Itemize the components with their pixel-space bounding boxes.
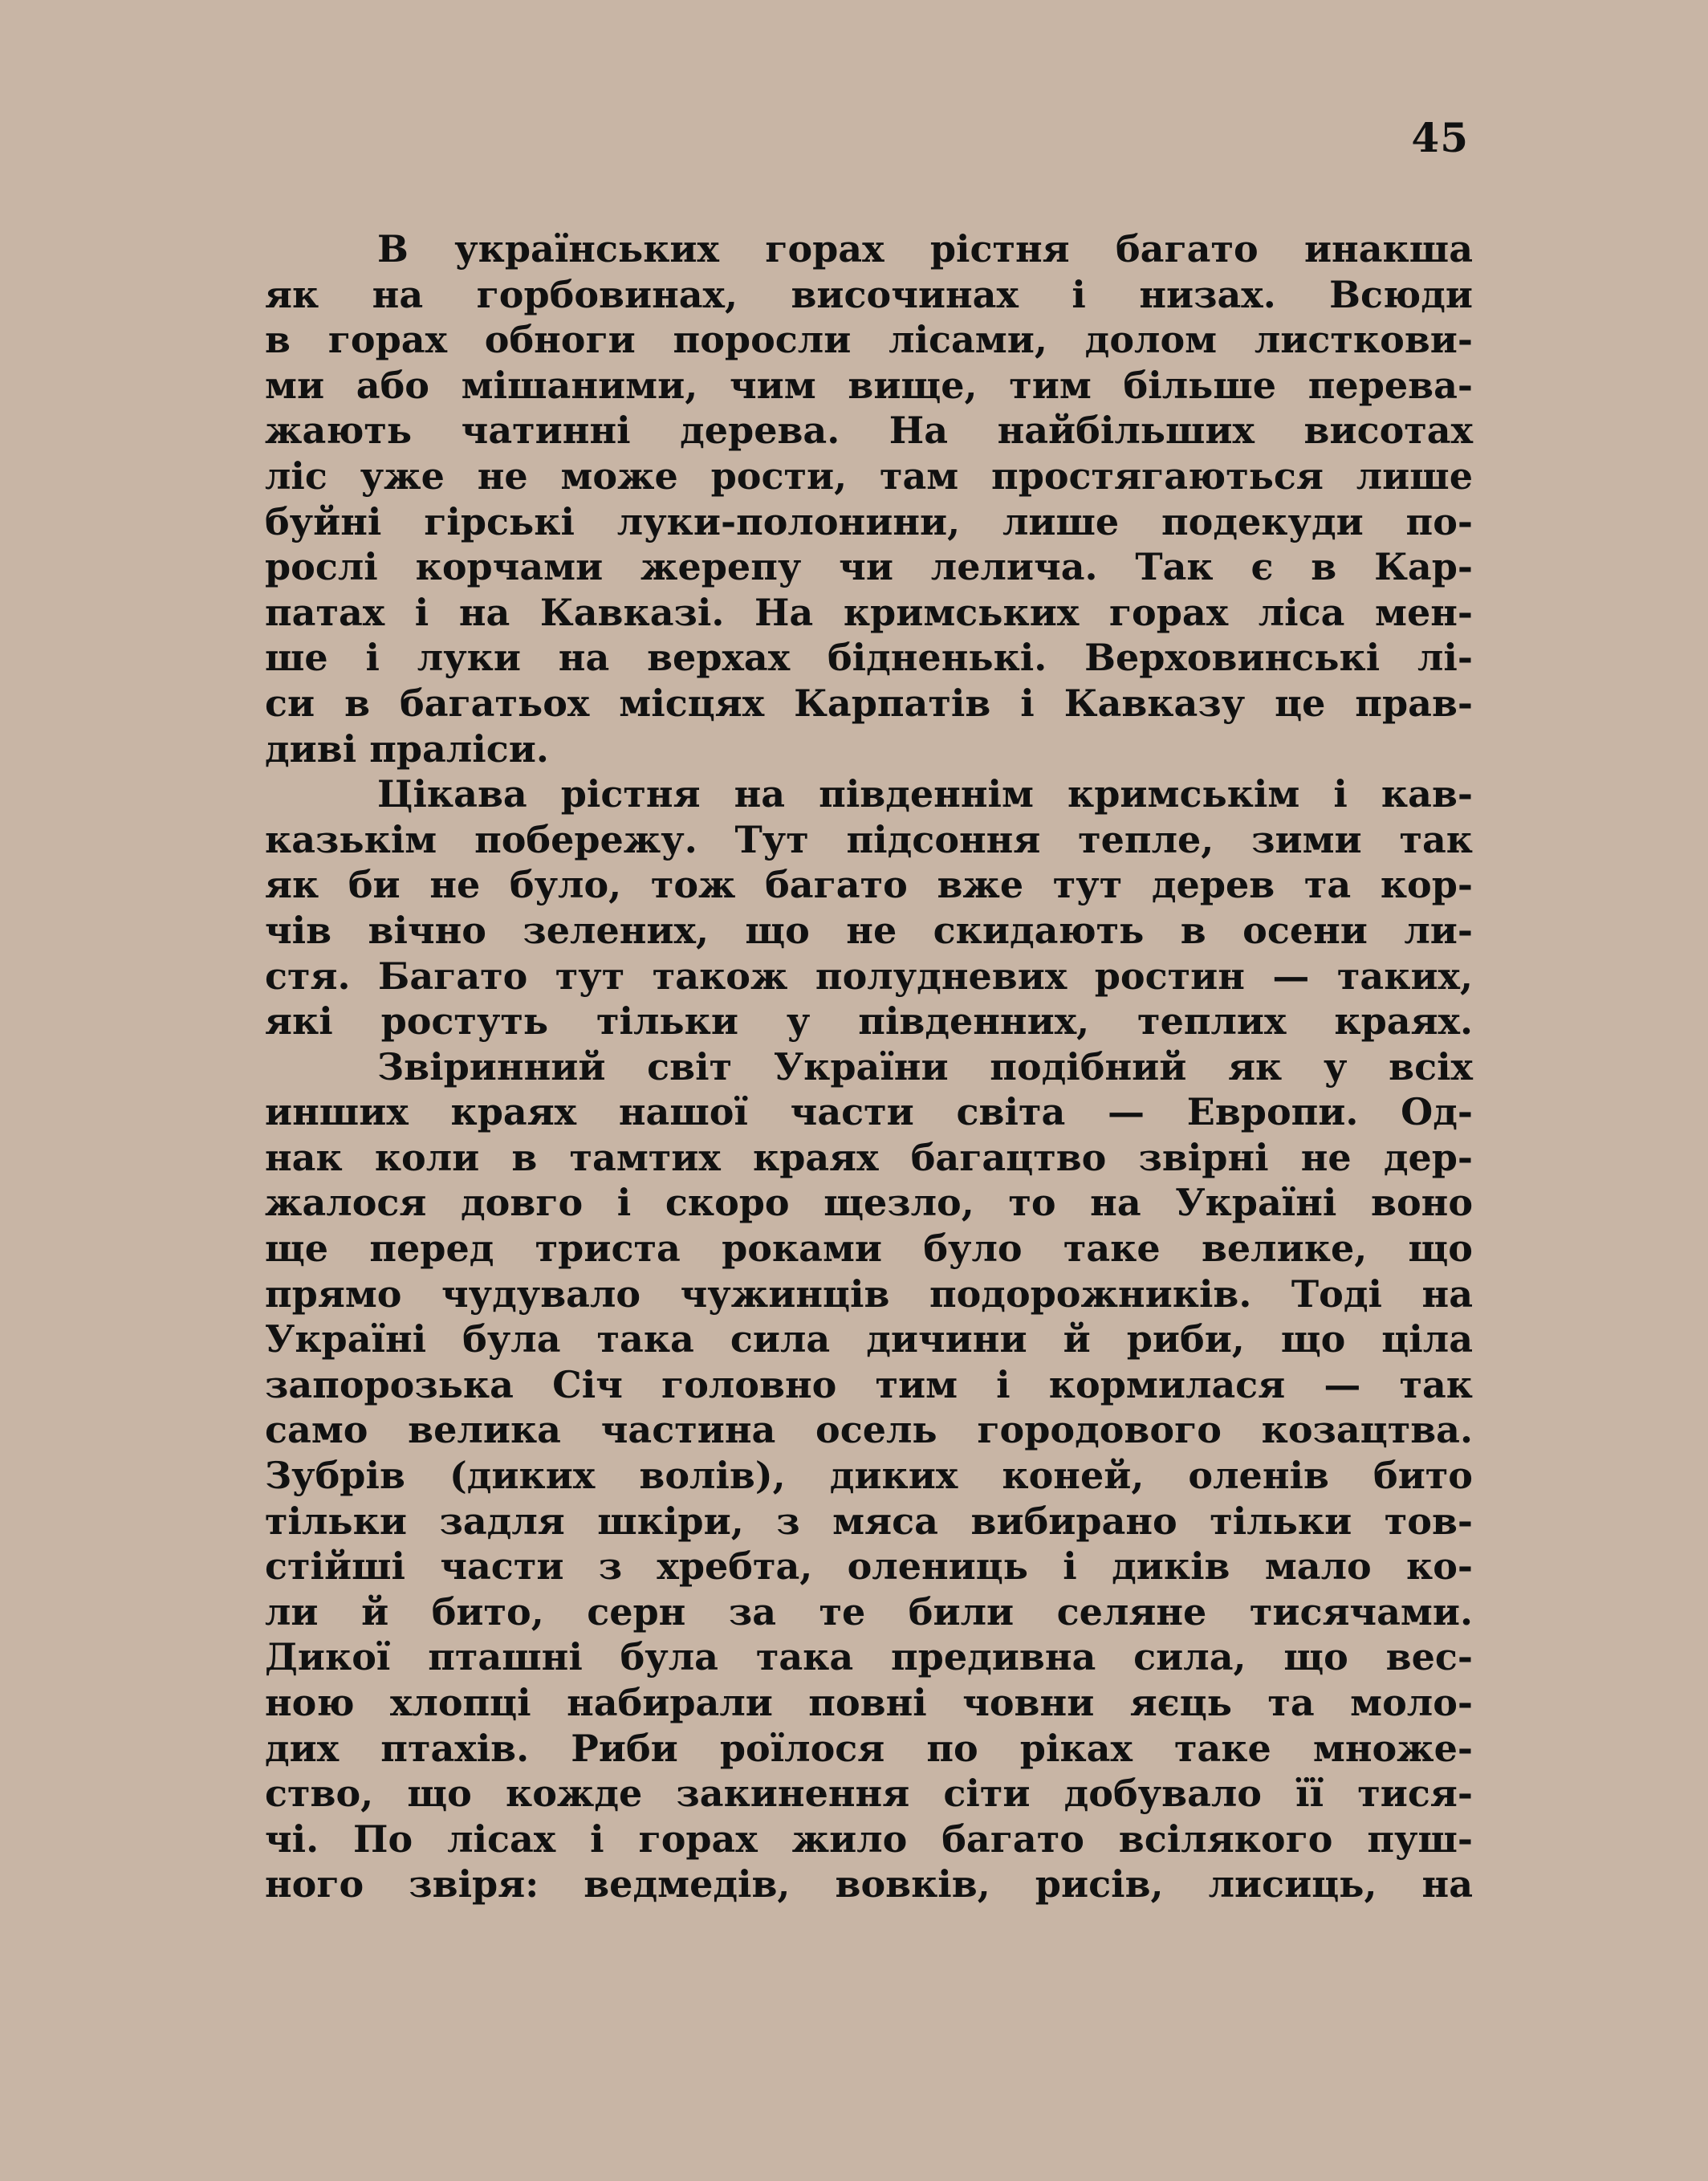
- text-line: ми або мішаними, чим вище, тим більше перева-: [265, 363, 1473, 407]
- text-line: Зубрів (диких волів), диких коней, оленів бито: [265, 1454, 1473, 1498]
- text-line: си в багатьох місцях Карпатів і Кавказу це прав-: [265, 681, 1473, 725]
- text-line: в горах обноги поросли лісами, долом листкови-: [265, 318, 1473, 362]
- paragraph-mountain-vegetation: [265, 226, 1473, 771]
- text-line: буйні гірські луки-полонини, лише подекуди по-: [265, 499, 1473, 543]
- body-text: [265, 226, 1473, 1907]
- text-line: диві праліси.: [265, 726, 549, 771]
- text-line: стійші части з хребта, олениць і диків мало ко-: [265, 1544, 1473, 1589]
- paragraph-animal-world: [265, 1044, 1473, 1907]
- text-line: ше і луки на верхах бідненькі. Верховинські лі-: [265, 636, 1473, 680]
- text-line: стя. Багато тут також полудневих ростин — таких,: [265, 954, 1473, 998]
- text-line: ство, що кожде закинення сіти добувало її тися-: [265, 1772, 1473, 1816]
- text-line: Дикої пташні була така предивна сила, що вес-: [265, 1635, 1473, 1679]
- text-line: ли й бито, серн за те били селяне тисячами.: [265, 1589, 1473, 1634]
- text-line: ного звіря: ведмедів, вовків, рисів, лисиць, на: [265, 1862, 1473, 1906]
- page-number: 45: [1411, 114, 1469, 161]
- text-line: запорозька Січ головно тим і кормилася — так: [265, 1362, 1473, 1406]
- text-line: як на горбовинах, височинах і низах. Всюди: [265, 272, 1473, 316]
- text-line: жалося довго і скоро щезло, то на Україні воно: [265, 1181, 1473, 1225]
- text-line: Звіринний світ України подібний як у всіх: [377, 1044, 1473, 1088]
- text-line: прямо чудувало чужинців подорожників. Тоді на: [265, 1272, 1473, 1316]
- text-line: Цікава рістня на південнім кримськім і кав-: [377, 772, 1473, 816]
- text-line: як би не було, тож багато вже тут дерев та кор-: [265, 863, 1473, 907]
- text-line: чів вічно зелених, що не скидають в осени ли-: [265, 908, 1473, 952]
- text-line: тільки задля шкіри, з мяса вибирано тільки тов-: [265, 1499, 1473, 1543]
- text-line: патах і на Кавказі. На кримських горах ліса мен-: [265, 590, 1473, 634]
- text-line: нак коли в тамтих краях багацтво звірні не дер-: [265, 1135, 1473, 1179]
- text-line: Україні була така сила дичини й риби, що ціла: [265, 1317, 1473, 1361]
- text-line: ще перед триста роками було таке велике, що: [265, 1227, 1473, 1271]
- text-line: які ростуть тільки у південних, теплих краях.: [265, 999, 1473, 1044]
- text-line: казькім побережу. Тут підсоння тепле, зими так: [265, 817, 1473, 861]
- text-line: чі. По лісах і горах жило багато всілякого пуш-: [265, 1817, 1473, 1861]
- text-line: В українських горах рістня багато инакша: [377, 227, 1473, 271]
- text-line: само велика частина осель городового козацтва.: [265, 1408, 1473, 1452]
- paragraph-coastal-vegetation: [265, 771, 1473, 1044]
- text-line: жають чатинні дерева. На найбільших висотах: [265, 409, 1473, 453]
- text-line: дих птахів. Риби роїлося по ріках таке множе-: [265, 1726, 1473, 1770]
- text-line: рослі корчами жерепу чи лелича. Так є в Кар-: [265, 545, 1473, 589]
- text-line: инших краях нашої части світа — Европи. Од-: [265, 1090, 1473, 1134]
- text-line: ною хлопці набирали повні човни яєць та моло-: [265, 1681, 1473, 1724]
- text-line: ліс уже не може рости, там простягаються лише: [265, 454, 1473, 498]
